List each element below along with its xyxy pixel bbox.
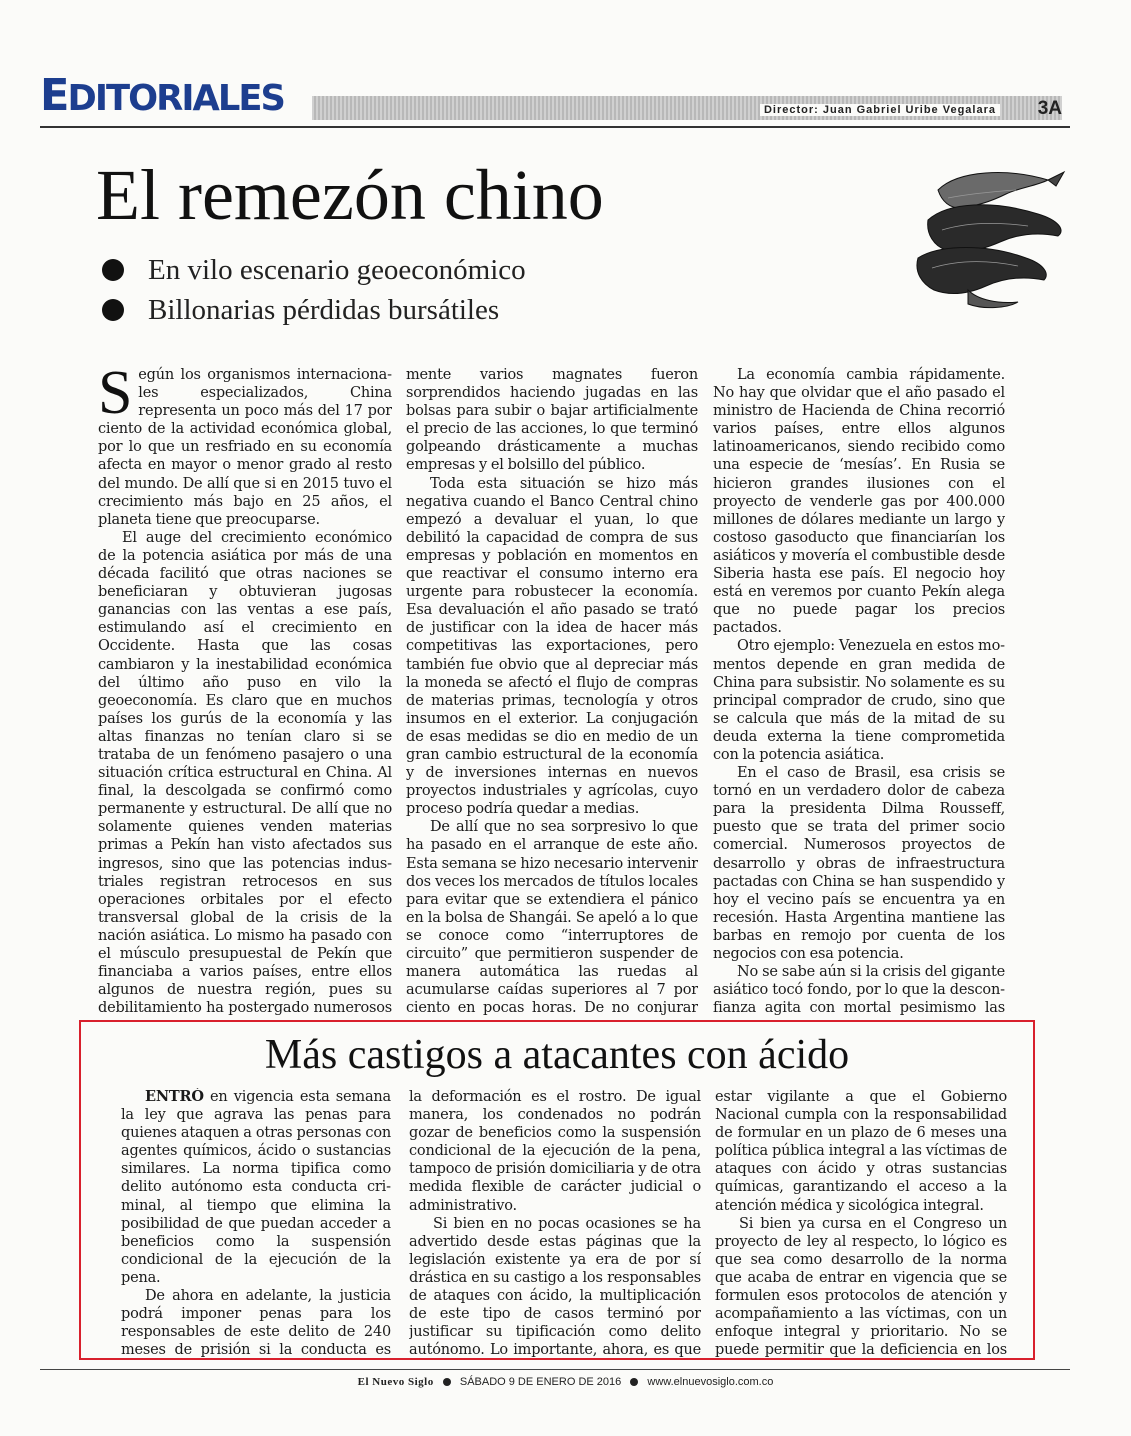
paragraph: De allí que no sea sorpresivo lo que ha pasado en el arranque de este año. Esta semana se hizo necesario intervenir dos veces los mercados de títulos locales para evitar que se extendiera el pánico en la bolsa de Shangái. Se apeló a lo que se conoce como “interruptores de circuito” que permitieron suspender de manera automática las ruedas al acumularse caídas superiores al 7 por ciento en pocas horas. De no conjurar bbox=[406, 819, 698, 1017]
main-article-column-2 bbox=[406, 366, 698, 1018]
paragraph: De ahora en adelante, la justicia podrá imponer penas para los responsables de este delito de 240 meses de prisión si la conducta es bbox=[121, 1288, 391, 1359]
paragraph: mente varios magnates fueron sorprendidos haciendo jugadas en las bolsas para subir o bajar artificialmente el precio de las acciones, lo que terminó golpeando drásticamente a muchas empresas y el bolsillo del público. bbox=[406, 367, 698, 474]
secondary-editorial-box bbox=[79, 1020, 1035, 1360]
section-title-initial: E bbox=[40, 70, 68, 121]
paragraph: la deformación es el rostro. De igual manera, los condenados no podrán gozar de beneficios como la suspensión condicional de la ejecución de la pena, tampoco de prisión domiciliaria y de otra medida flexible de carácter judicial o administrativo. bbox=[409, 1089, 701, 1214]
subheadline-item bbox=[102, 250, 526, 290]
page-footer bbox=[0, 1364, 1131, 1394]
paragraph: El auge del crecimiento económico de la potencia asiática por más de una década facilitó que otras naciones se beneficiaran y obtuvieran jugosas ganancias con las ventas a ese país, estimulando así el crecimiento en Occidente. Hasta que las cosas cambiaron y la inestabilidad económica del último año puso en vilo la geoeconomía. Es claro que en muchos países los gurús de la economía y las altas finanzas no tenían claro si se trataba de un fenómeno pasajero o una situación crítica estructural en China. Al final, la descolgada se confirmó como permanente y estructural. De allí que no solamente quienes venden materias primas a Pekín han visto afectados sus ingresos, sino que las potencias industriales registran retrocesos en sus operaciones orbitales por el efecto transversal global de la crisis de la nación asiática. Lo mismo ha pasado con el músculo presupuestal de Pekín que financiaba a varios países, entre ellos algunos de nuestra región, pues su debilitamiento ha postergado numerosos bbox=[98, 529, 392, 1017]
masthead-rule bbox=[40, 126, 1070, 128]
page-number: 3A bbox=[1037, 98, 1062, 119]
footer-rule bbox=[40, 1369, 1070, 1370]
lead-word: ENTRÓ bbox=[145, 1088, 204, 1105]
main-headline: El remezón chino bbox=[96, 155, 604, 235]
paragraph: estar vigilante a que el Gobierno Nacional cumpla con la responsabilidad de formular en un plazo de 6 meses una política pública integral a las víctimas de ataques con ácido y otras sustancias químicas, garantizando el acceso a la atención médica y sicológica integral. bbox=[715, 1089, 1007, 1214]
bullet-icon bbox=[630, 1378, 638, 1386]
section-title bbox=[40, 72, 284, 123]
secondary-article-column-3 bbox=[715, 1088, 1007, 1360]
bullet-icon bbox=[443, 1378, 451, 1386]
paragraph: Si bien ya cursa en el Congreso un proyecto de ley al respecto, lo lógico es que sea como desarrollo de la norma que acaba de entrar en vigencia que se formulen esos protocolos de atención y acompañamiento a las víctimas, con un enfoque integral y prioritario. No se puede permitir que la deficiencia en los bbox=[715, 1215, 1007, 1359]
bullet-icon bbox=[102, 259, 124, 281]
paragraph: La economía cambia rápidamente. No hay que olvidar que el año pasado el ministro de Hacienda de China recorrió varios países, entre ellos algunos latinoamericanos, siendo recibido como una especie de ‘mesías’. En Rusia se hicieron grandes ilusiones con el proyecto de venderle gas por 400.000 millones de dólares mediante un largo y costoso gasoducto que financiarían los asiáticos y movería el combustible desde Siberia hasta ese país. El negocio hoy está en veremos por cuanto Pekín alega que no puede pagar los precios pactados. bbox=[713, 367, 1005, 637]
website-url[interactable]: www.elnuevosiglo.com.co bbox=[647, 1376, 774, 1388]
bullet-icon bbox=[102, 299, 124, 321]
director-credit: Director: Juan Gabriel Uribe Vegalara bbox=[760, 104, 1000, 116]
paragraph: En el caso de Brasil, esa crisis se tornó en un verdadero dolor de cabeza para la presidenta Dilma Rousseff, puesto que se trata del primer socio comercial. Numerosos proyectos de desarrollo y obras de infraestructura pactadas con China se han suspendido y hoy el vecino país se encuentra ya en recesión. Hasta Argentina mantiene las barbas en remojo por cuenta de los negocios con esa potencia. bbox=[713, 765, 1005, 962]
newspaper-logo: El Nuevo Siglo bbox=[357, 1376, 434, 1388]
paragraph: Según los organismos internacionales especializados, China representa un poco más del 17 por ciento de la actividad económica global, por lo que un resfriado en su economía afecta en mayor o menor grado al resto del mundo. De allí que si en 2015 tuvo el crecimiento más bajo en 25 años, el planeta tiene que preocuparse. bbox=[98, 366, 392, 528]
horses-illustration bbox=[898, 150, 1068, 310]
subheadline-item bbox=[102, 290, 526, 330]
paragraph: Si bien en no pocas ocasiones se ha advertido desde estas páginas que la legislación existente ya era de por sí drástica en su castigo a los responsables de ataques con ácido, la multiplicación de este tipo de casos terminó por justificar su tipificación como delito autónomo. Lo importante, ahora, es que bbox=[409, 1215, 701, 1359]
secondary-article-column-1 bbox=[121, 1088, 391, 1360]
secondary-headline: Más castigos a atacantes con ácido bbox=[264, 1032, 850, 1078]
drop-cap: S bbox=[98, 366, 133, 427]
paragraph: Otro ejemplo: Venezuela en estos momentos depende en gran medida de China para subsistir. No solamente es su principal comprador de crudo, sino que se calcula que más de la mitad de su deuda externa la tiene comprometida con la potencia asiática. bbox=[713, 638, 1005, 763]
masthead bbox=[40, 72, 1070, 132]
publication-date: SÁBADO 9 DE ENERO DE 2016 bbox=[459, 1376, 622, 1388]
main-article-column-3 bbox=[713, 366, 1005, 1018]
section-title-rest: DITORIALES bbox=[67, 78, 284, 119]
subheadline-text: Billonarias pérdidas bursátiles bbox=[148, 294, 500, 326]
main-article-column-1 bbox=[98, 366, 392, 1018]
paragraph: No se sabe aún si la crisis del gigante asiático tocó fondo, por lo que la desconfianza agita con mortal pesimismo las bbox=[713, 964, 1005, 1017]
footer-line bbox=[0, 1376, 1131, 1388]
paragraph: Toda esta situación se hizo más negativa cuando el Banco Central chino empezó a devaluar el yuan, lo que debilitó la capacidad de compra de sus empresas y población en momentos en que reactivar el consumo interno era urgente para robustecer la economía. Esa devaluación el año pasado se trató de justificar con la idea de hacer más competitivas las exportaciones, pero también fue obvio que al depreciar más la moneda se afectó el flujo de compras de materias primas, tecnología y otros insumos en el exterior. La conjugación de esas medidas se dio en medio de un gran cambio estructural de la economía y de inversiones internas en nuevos proyectos industriales y agrícolas, cuyo proceso podría quedar a medias. bbox=[406, 475, 698, 818]
subheadline-list bbox=[102, 250, 526, 330]
paragraph: ENTRÓ en vigencia esta semana la ley que agrava las penas para quienes ataquen a otras personas con agentes químicos, ácido o sustancias similares. La norma tipifica como delito autónomo esta conducta criminal, al tiempo que elimina la posibilidad de que puedan acceder a beneficios como la suspensión condicional de la ejecución de la pena. bbox=[121, 1088, 391, 1286]
subheadline-text: En vilo escenario geoeconómico bbox=[148, 254, 526, 286]
secondary-article-column-2 bbox=[409, 1088, 701, 1360]
